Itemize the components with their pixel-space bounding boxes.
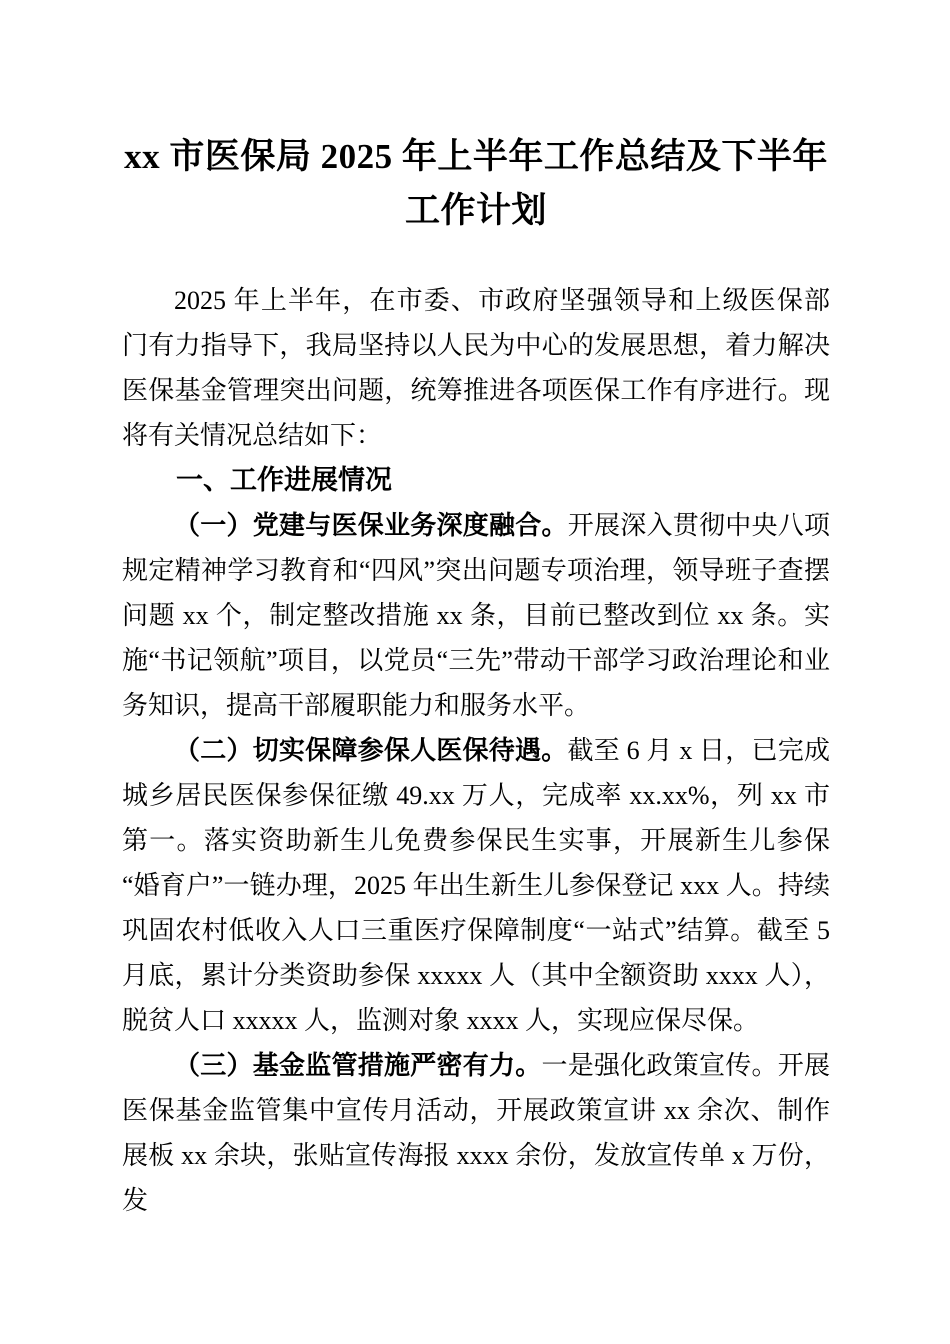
- document-title: xx 市医保局 2025 年上半年工作总结及下半年工作计划: [124, 137, 828, 230]
- paragraph-item-1: [122, 503, 830, 728]
- paragraph-item-2-body: 截至 6 月 x 日，已完成城乡居民医保参保征缴 49.xx 万人，完成率 xx.xx%，列 xx 市第一。落实资助新生儿免费参保民生实事，开展新生儿参保“婚育户”一链办理，2025 年出生新生儿参保登记 xxx 人。持续巩固农村低收入人口三重医疗保障制度“一站式”结算。截至 5 月底，累计分类资助参保 xxxxx 人（其中全额资助 xxxx 人），脱贫人口 xxxxx 人，监测对象 xxxx 人，实现应保尽保。: [122, 736, 830, 1035]
- paragraph-item-2: [122, 728, 830, 1043]
- paragraph-item-3-body: 一是强化政策宣传。开展医保基金监管集中宣传月活动，开展政策宣讲 xx 余次、制作展板 xx 余块，张贴宣传海报 xxxx 余份，发放宣传单 x 万份，发: [122, 1051, 830, 1215]
- paragraph-item-3-lead: （三）基金监管措施严密有力。: [174, 1051, 542, 1080]
- paragraph-item-1-body: 开展深入贯彻中央八项规定精神学习教育和“四风”突出问题专项治理，领导班子查摆问题 xx 个，制定整改措施 xx 条，目前已整改到位 xx 条。实施“书记领航”项目，以党员“三先”带动干部学习政治理论和业务知识，提高干部履职能力和服务水平。: [122, 511, 830, 720]
- paragraph-item-3: [122, 1043, 830, 1223]
- paragraph-item-2-lead: （二）切实保障参保人医保待遇。: [174, 736, 568, 765]
- section-heading-1: 一、工作进展情况: [176, 465, 392, 495]
- paragraph-item-1-lead: （一）党建与医保业务深度融合。: [174, 511, 568, 540]
- intro-paragraph: 2025 年上半年，在市委、市政府坚强领导和上级医保部门有力指导下，我局坚持以人民为中心的发展思想，着力解决医保基金管理突出问题，统筹推进各项医保工作有序进行。现将有关情况总结如下：: [122, 286, 830, 450]
